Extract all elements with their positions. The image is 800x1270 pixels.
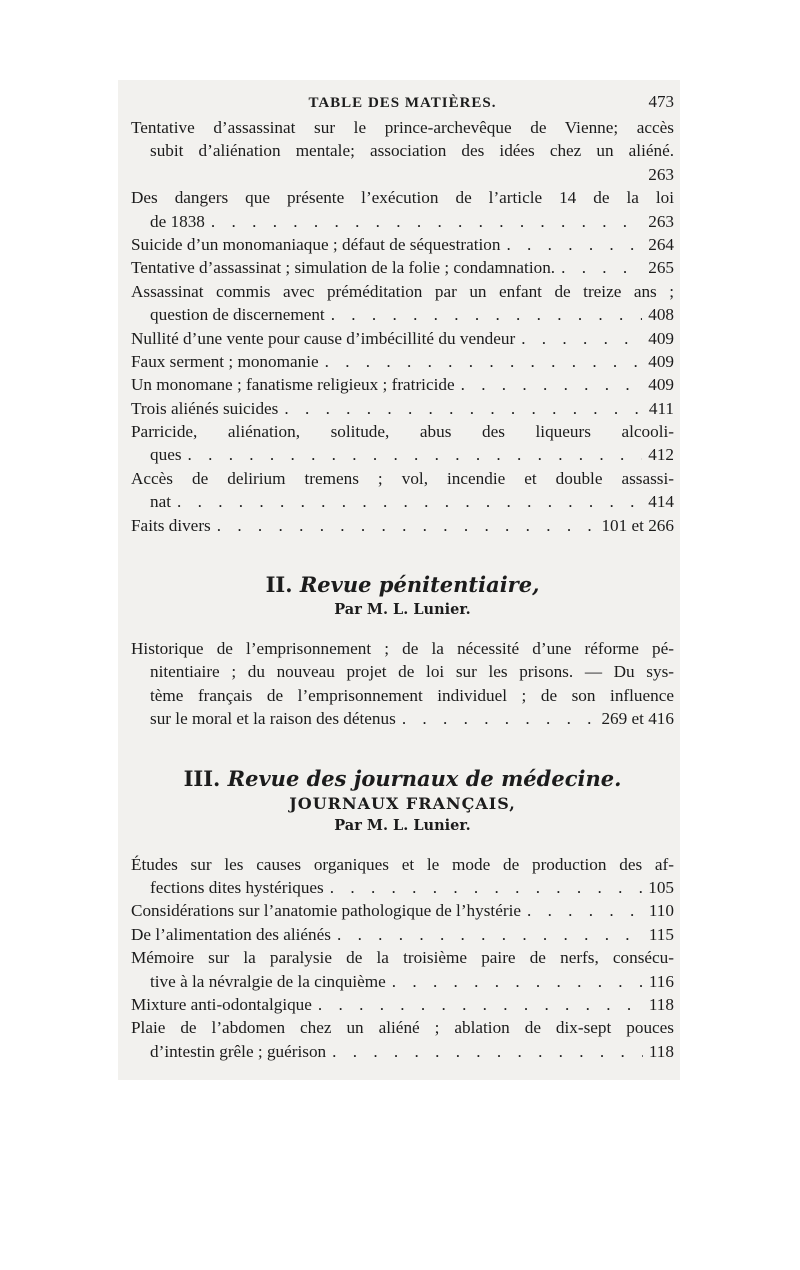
entry-text: Accès de delirium tremens ; vol, incendie et double assassi- bbox=[131, 468, 674, 488]
section-author: Par M. L. Lunier. bbox=[334, 816, 471, 834]
dot-leader bbox=[284, 397, 642, 420]
section-number: II. bbox=[265, 572, 293, 598]
dot-leader bbox=[402, 707, 596, 730]
dot-leader bbox=[177, 490, 642, 513]
entry-page: 265 bbox=[648, 258, 674, 278]
table-of-contents bbox=[131, 90, 674, 1063]
entry-page: 263 bbox=[648, 164, 674, 184]
entry-text: De l’alimentation des aliénés bbox=[131, 924, 331, 944]
section-subtitle: JOURNAUX FRANÇAIS, bbox=[289, 793, 516, 813]
entry-text: Faits divers bbox=[131, 515, 211, 535]
entry-page: 118 bbox=[648, 1041, 674, 1061]
toc-entry bbox=[131, 853, 674, 900]
dot-leader bbox=[392, 970, 643, 993]
entry-text: question de discernement bbox=[150, 305, 325, 325]
entry-text: Tentative d’assassinat sur le prince-archevêque de Vienne; accès bbox=[131, 118, 674, 137]
entry-text: Tentative d’assassinat ; simulation de la folie ; condamnation. bbox=[131, 258, 556, 278]
entry-text: Plaie de l’abdomen chez un aliéné ; ablation de dix-sept pouces bbox=[131, 1018, 674, 1038]
entry-page: 408 bbox=[648, 305, 674, 325]
dot-leader bbox=[188, 443, 643, 466]
entry-text: Nullité d’une vente pour cause d’imbécillité du vendeur bbox=[131, 328, 516, 348]
dot-leader bbox=[337, 923, 643, 946]
toc-entry bbox=[131, 280, 674, 327]
toc-entry bbox=[131, 946, 674, 993]
entry-text: Études sur les causes organiques et le mode de production des af- bbox=[131, 854, 674, 874]
toc-entry bbox=[131, 186, 674, 233]
dot-leader bbox=[330, 876, 642, 899]
entry-text: Suicide d’un monomaniaque ; défaut de séquestration bbox=[131, 234, 501, 254]
entry-text: subit d’aliénation mentale; association des idées chez un aliéné. bbox=[150, 141, 674, 161]
entry-text: Faux serment ; monomanie bbox=[131, 351, 319, 371]
entry-page: 264 bbox=[648, 234, 674, 254]
entry-page: 409 bbox=[648, 351, 674, 371]
entry-page: 115 bbox=[648, 924, 674, 944]
dot-leader bbox=[325, 350, 643, 373]
section-number: III. bbox=[183, 765, 221, 791]
entry-page: 110 bbox=[648, 901, 674, 921]
toc-entry bbox=[131, 467, 674, 514]
entry-page: 116 bbox=[648, 971, 674, 991]
dot-leader bbox=[331, 303, 643, 326]
entry-text: fections dites hystériques bbox=[150, 877, 324, 897]
entry-page: 409 bbox=[648, 328, 674, 348]
dot-leader bbox=[211, 210, 642, 233]
entry-text: Parricide, aliénation, solitude, abus des liqueurs alcooli- bbox=[131, 422, 674, 442]
entry-text: ques bbox=[150, 445, 182, 465]
toc-entry bbox=[131, 256, 674, 279]
toc-entry bbox=[131, 397, 674, 420]
entry-page: 105 bbox=[648, 877, 674, 897]
entry-page: 263 bbox=[648, 211, 674, 231]
entry-page: 269 et 416 bbox=[601, 709, 674, 729]
entry-text: Mémoire sur la paralysie de la troisième paire de nerfs, consécu- bbox=[131, 948, 674, 968]
entry-text: nat bbox=[150, 492, 171, 512]
entry-text: Trois aliénés suicides bbox=[131, 398, 279, 418]
toc-entry bbox=[131, 1016, 674, 1063]
dot-leader bbox=[521, 327, 642, 350]
dot-leader bbox=[506, 233, 642, 256]
section-title: Revue pénitentiaire, bbox=[299, 572, 540, 598]
dot-leader bbox=[461, 373, 643, 396]
page-number: 473 bbox=[648, 92, 674, 111]
entry-page: 412 bbox=[648, 445, 674, 465]
toc-entry bbox=[131, 514, 674, 537]
entry-page: 414 bbox=[648, 492, 674, 512]
running-header bbox=[131, 90, 674, 116]
toc-entry bbox=[131, 116, 674, 186]
dot-leader bbox=[332, 1040, 643, 1063]
entry-text: Assassinat commis avec préméditation par un enfant de treize ans ; bbox=[131, 281, 674, 301]
dot-leader bbox=[561, 256, 642, 279]
entry-text: Un monomane ; fanatisme religieux ; fratricide bbox=[131, 375, 455, 395]
dot-leader bbox=[318, 993, 643, 1016]
entry-text: Historique de l’emprisonnement ; de la nécessité d’une réforme pé- bbox=[131, 639, 674, 659]
section-heading bbox=[131, 571, 674, 599]
toc-entry bbox=[131, 899, 674, 922]
entry-text: sur le moral et la raison des détenus bbox=[150, 709, 396, 729]
toc-entry bbox=[131, 233, 674, 256]
toc-entry bbox=[131, 350, 674, 373]
entry-text: tive à la névralgie de la cinquième bbox=[150, 971, 386, 991]
entry-page: 101 et 266 bbox=[601, 515, 674, 535]
entry-text: Des dangers que présente l’exécution de l’article 14 de la loi bbox=[131, 188, 674, 208]
toc-entry bbox=[131, 923, 674, 946]
running-title: TABLE DES MATIÈRES. bbox=[308, 95, 497, 111]
toc-entry bbox=[131, 327, 674, 350]
entry-text: Mixture anti-odontalgique bbox=[131, 994, 312, 1014]
dot-leader bbox=[527, 899, 643, 922]
section-author: Par M. L. Lunier. bbox=[334, 601, 471, 619]
entry-text: nitentiaire ; du nouveau projet de loi sur les prisons. — Du sys- bbox=[150, 662, 674, 682]
entry-text: tème français de l’emprisonnement individuel ; de son influence bbox=[150, 685, 674, 705]
entry-text: d’intestin grêle ; guérison bbox=[150, 1041, 327, 1061]
entry-page: 118 bbox=[648, 994, 674, 1014]
entry-text: de 1838 bbox=[150, 211, 205, 231]
toc-entry bbox=[131, 993, 674, 1016]
entry-text: Considérations sur l’anatomie pathologique de l’hystérie bbox=[131, 901, 521, 921]
section-heading bbox=[131, 765, 674, 793]
dot-leader bbox=[217, 514, 596, 537]
section-title: Revue des journaux de médecine. bbox=[227, 765, 622, 791]
entry-page: 411 bbox=[648, 398, 674, 418]
toc-entry bbox=[131, 373, 674, 396]
toc-entry bbox=[131, 420, 674, 467]
entry-page: 409 bbox=[648, 375, 674, 395]
toc-entry bbox=[131, 637, 674, 731]
